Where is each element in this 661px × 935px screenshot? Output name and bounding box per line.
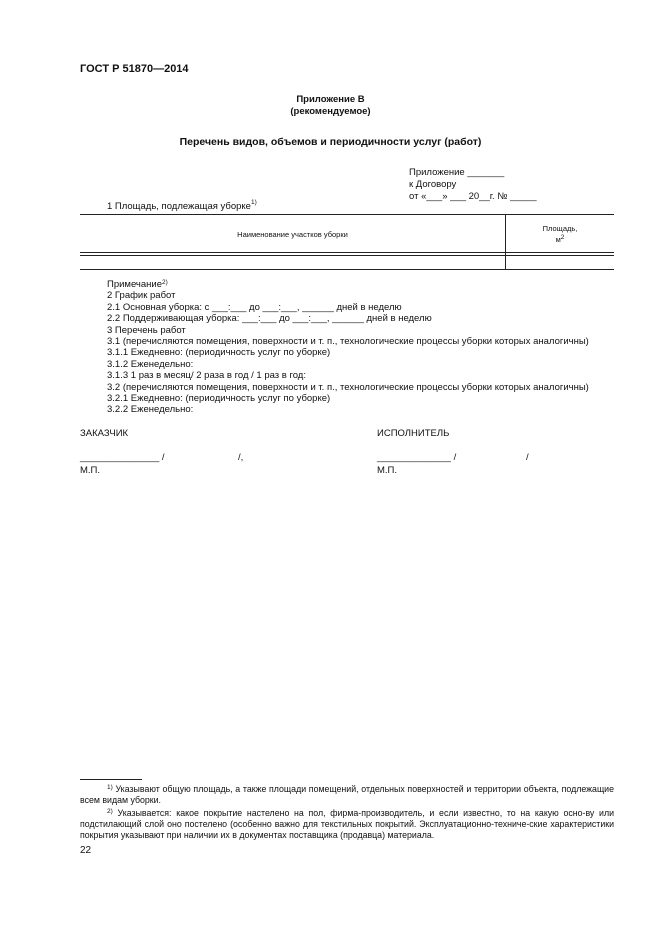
contractor-label: ИСПОЛНИТЕЛЬ [377,428,450,439]
body-line: 3.1.2 Еженедельно: [107,358,194,370]
body-line: 3 Перечень работ [107,324,186,336]
area-table [80,214,614,270]
area-line-text: 1 Площадь, подлежащая уборке [107,201,251,212]
body-line: 2.1 Основная уборка: с ___:___ до ___:___, ______ дней в неделю [107,301,402,313]
note-line [107,279,589,290]
body-line: 3.2.2 Еженедельно: [107,404,194,416]
footnote-1 [80,784,614,806]
footnote-2-mark: 2) [107,808,113,815]
col-header-area-line1: Площадь, [542,224,578,233]
footnote-1-text: Указывают общую площадь, а также площади помещений, отдельных поверхностей и территории объекта, подлежащие всем видам уборки. [80,784,614,805]
appendix-ref-line2: к Договору [409,179,457,190]
col-header-area-sup: 2 [560,234,565,241]
area-line [107,201,257,212]
customer-label: ЗАКАЗЧИК [80,428,129,439]
footnote-1-mark: 1) [107,784,113,791]
customer-stamp: М.П. [80,465,101,476]
document-title: Перечень видов, объемов и периодичности услуг (работ) [179,136,482,148]
appendix-ref-line1: Приложение _______ [409,167,505,178]
body-line: 3.1.1 Ежедневно: (периодичность услуг по уборке) [107,347,331,359]
col-header-sections: Наименование участков уборки [237,230,348,239]
area-footnote-mark: 1) [250,199,257,206]
schedule-body [107,279,589,416]
footnote-2-text: Указывается: какое покрытие настелено на пол, фирма-производитель, и если известно, то на какую осно-ву или подстилающий слой оно постелено (особенно важно для текстильных покрытий. Эксплуатационно-техниче-ские характеристики покрытия указывают при наличии их в документах поставщика (продавца) материала. [80,808,615,840]
footnote-2 [80,808,614,841]
body-line: 2 График работ [107,290,176,302]
body-line: 3.2 (перечисляются помещения, поверхности и т. п., технологические процессы уборки которых аналогичны) [107,381,589,393]
body-line: 3.1 (перечисляются помещения, поверхности и т. п., технологические процессы уборки которых аналогичны) [107,336,589,348]
body-line: 3.2.1 Ежедневно: (периодичность услуг по уборке) [107,393,331,405]
customer-signature-slash: /, [238,452,244,463]
note-footnote-mark: 2) [162,279,168,286]
note-text: Примечание [107,279,162,290]
body-line: 2.2 Поддерживающая уборка: ___:___ до ___:___, ______ дней в неделю [107,313,432,325]
page-number: 22 [80,845,92,856]
footnote-rule [80,779,142,780]
body-line: 3.1.3 1 раз в месяц/ 2 раза в год / 1 раз в год: [107,370,306,382]
contractor-signature-line: ______________ / [377,452,457,463]
col-header-area [506,223,614,245]
col-header-area-unit: м [555,235,561,244]
annex-title: Приложение В [296,94,365,105]
appendix-ref-line3: от «___» ___ 20__г. № _____ [409,191,537,202]
customer-signature-line: _______________ / [80,452,165,463]
standard-header: ГОСТ Р 51870—2014 [80,63,189,75]
contractor-signature-slash: / [526,452,529,463]
contractor-stamp: М.П. [377,465,398,476]
annex-subtitle: (рекомендуемое) [290,106,371,117]
